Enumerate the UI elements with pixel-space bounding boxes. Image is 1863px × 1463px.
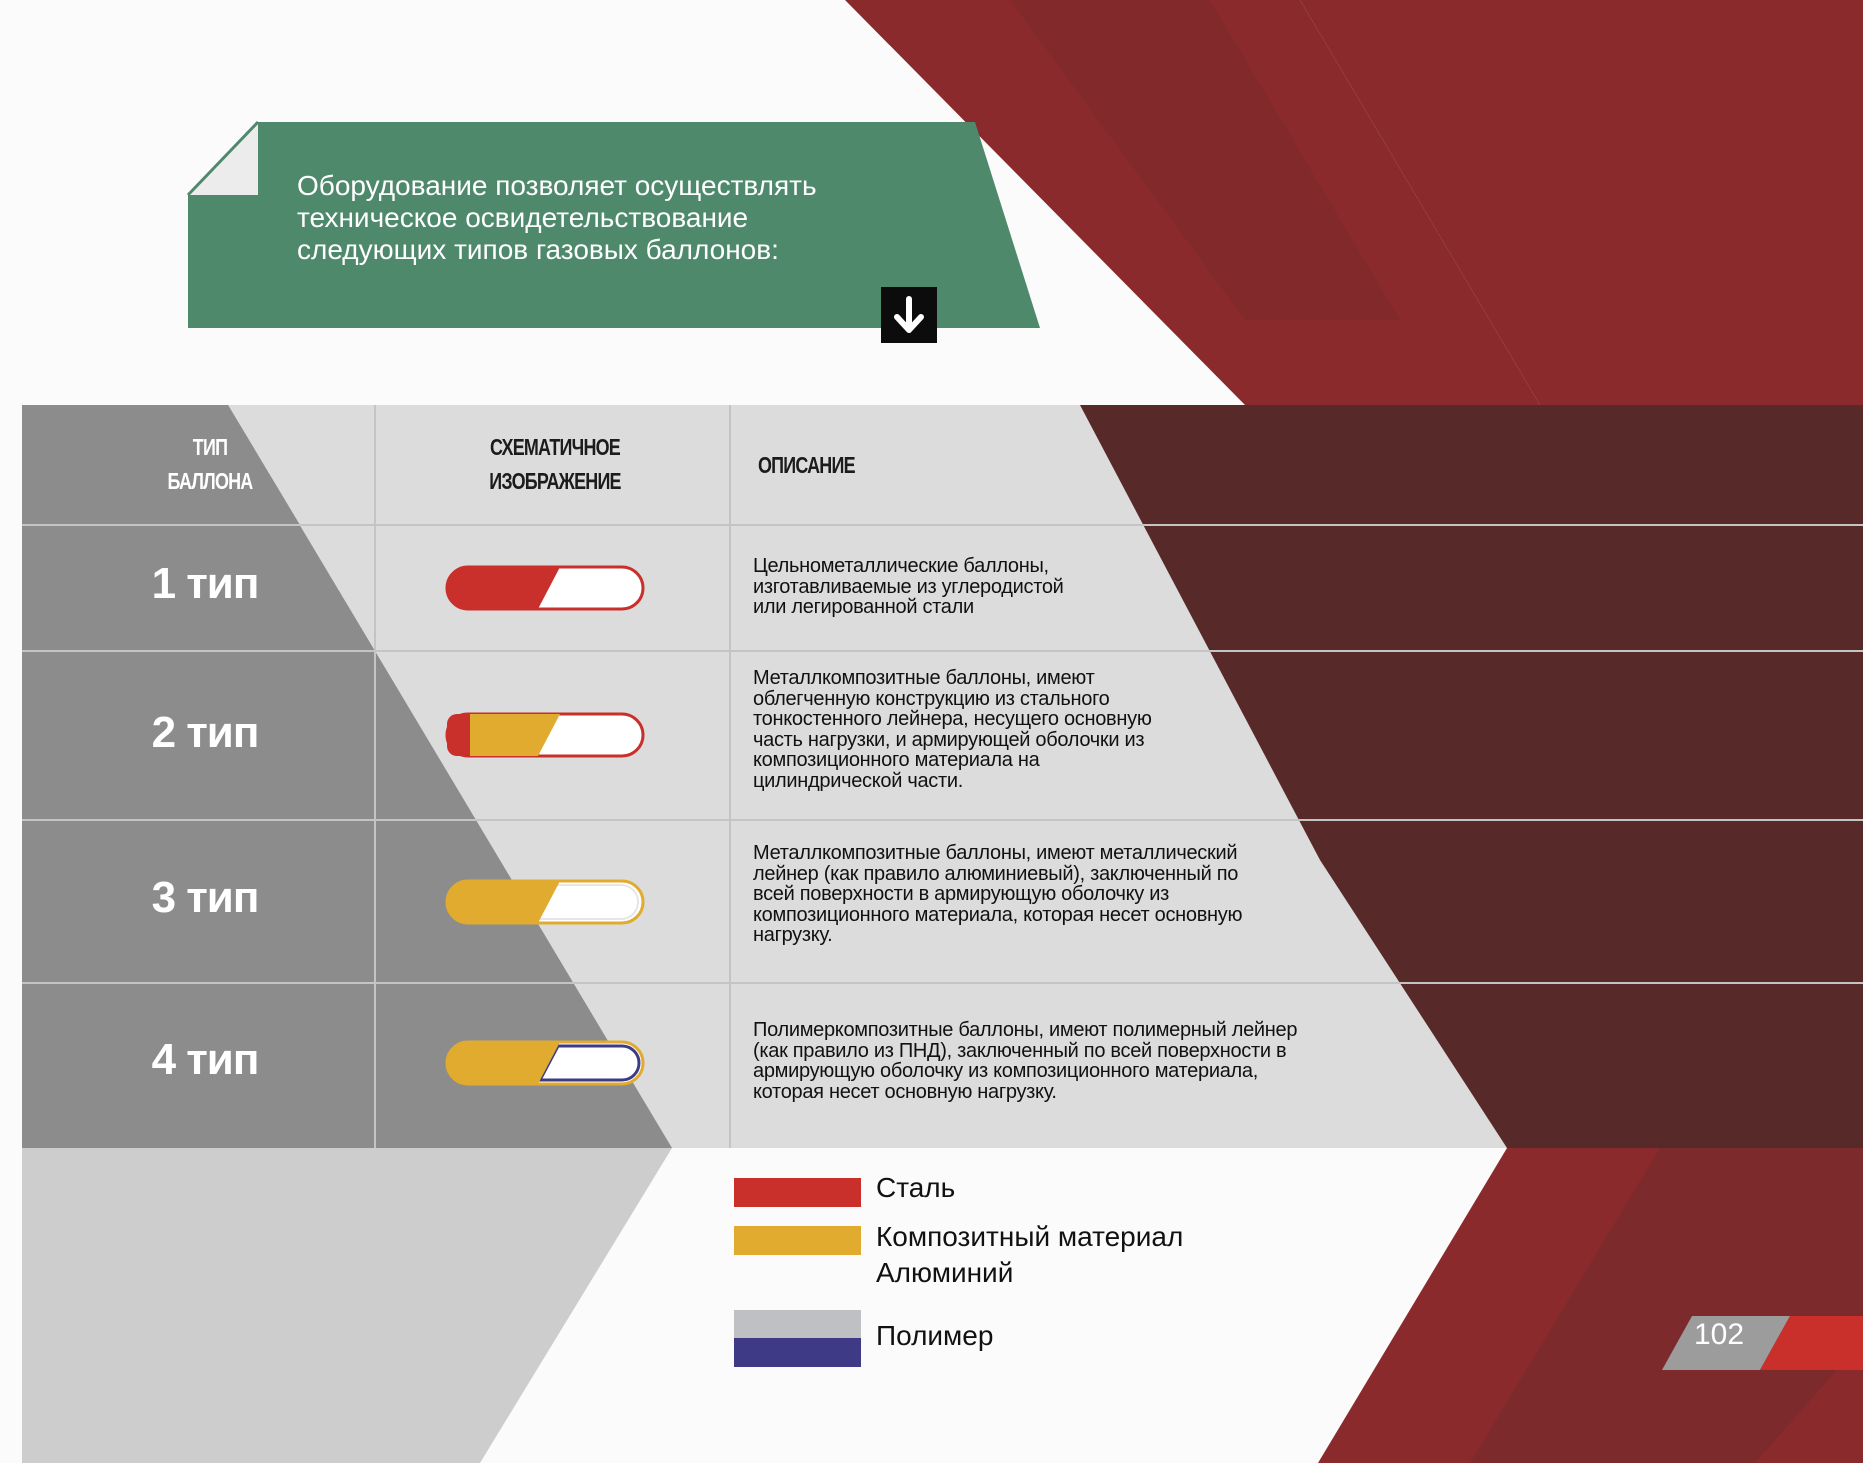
description-line: которая несет основную нагрузку. [753, 1080, 1057, 1103]
row-2-type-label: 2 тип [151, 708, 259, 757]
description-line: нагрузку. [753, 924, 833, 946]
legend-label-composite: Композитный материал [876, 1221, 1184, 1252]
description-line: армирующую оболочку из композиционного материала, [753, 1060, 1258, 1082]
legend-swatch-aluminum [734, 1310, 861, 1338]
description-line: облегченную конструкцию из стального [753, 687, 1110, 710]
legend-swatch-composite [734, 1226, 861, 1255]
description-line: Металлкомпозитные баллоны, имеют [753, 667, 1095, 689]
description-line: тонкостенного лейнера, несущего основную [753, 708, 1152, 730]
header-schema-line: СХЕМАТИЧНОЕ [490, 434, 620, 460]
cylinder-type-4 [447, 1042, 643, 1084]
header-schema [458, 430, 653, 498]
description-line: Полимеркомпозитные баллоны, имеют полимерный лейнер [753, 1019, 1298, 1041]
description-line: часть нагрузки, и армирующей оболочки из [753, 728, 1145, 751]
row-4-type-label: 4 тип [151, 1035, 259, 1084]
description-line: Металлкомпозитные баллоны, имеют металлический [753, 842, 1238, 864]
row-3-type-label: 3 тип [151, 873, 259, 922]
legend-label-polymer: Полимер [876, 1320, 994, 1351]
legend-swatch-steel [734, 1178, 861, 1207]
header-type-line: БАЛЛОНА [167, 468, 253, 494]
description-line: цилиндрической части. [753, 769, 963, 792]
description-line: лейнер (как правило алюминиевый), заключенный по [753, 862, 1239, 885]
header-type [140, 430, 280, 498]
description-line: (как правило из ПНД), заключенный по всей поверхности в [753, 1039, 1287, 1062]
description-line: всей поверхности в армирующую оболочку из [753, 883, 1170, 905]
description-line: Цельнометаллические баллоны, [753, 555, 1049, 577]
header-schema-line: ИЗОБРАЖЕНИЕ [489, 468, 621, 494]
legend-label-aluminum: Алюминий [876, 1257, 1014, 1288]
arrow-down-icon [881, 287, 937, 343]
callout-line: техническое освидетельствование [297, 202, 749, 233]
description-line: композиционного материала на [753, 749, 1040, 771]
cylinder-type-3 [447, 881, 643, 923]
row-2-description [753, 668, 1152, 791]
lower-gray-area [22, 1148, 672, 1463]
row-3-description [753, 843, 1242, 946]
row-1-description [753, 556, 1064, 618]
row-1-type-label: 1 тип [151, 559, 259, 608]
cylinder-type-2 [447, 714, 643, 756]
page-number: 102 [1693, 1318, 1745, 1351]
header-type-line: ТИП [192, 434, 228, 460]
description-line: композиционного материала, которая несет основную [753, 903, 1243, 926]
description-line: или легированной стали [753, 596, 974, 618]
description-line: изготавливаемые из углеродистой [753, 575, 1064, 598]
callout-text [297, 170, 997, 266]
legend-swatch-polymer [734, 1338, 861, 1367]
cylinder-type-1 [447, 567, 643, 609]
legend-label-steel: Сталь [876, 1172, 956, 1203]
header-description: ОПИСАНИЕ [758, 452, 855, 478]
callout-line: Оборудование позволяет осуществлять [297, 170, 817, 201]
callout-line: следующих типов газовых баллонов: [297, 234, 779, 265]
row-4-description [753, 1020, 1297, 1102]
